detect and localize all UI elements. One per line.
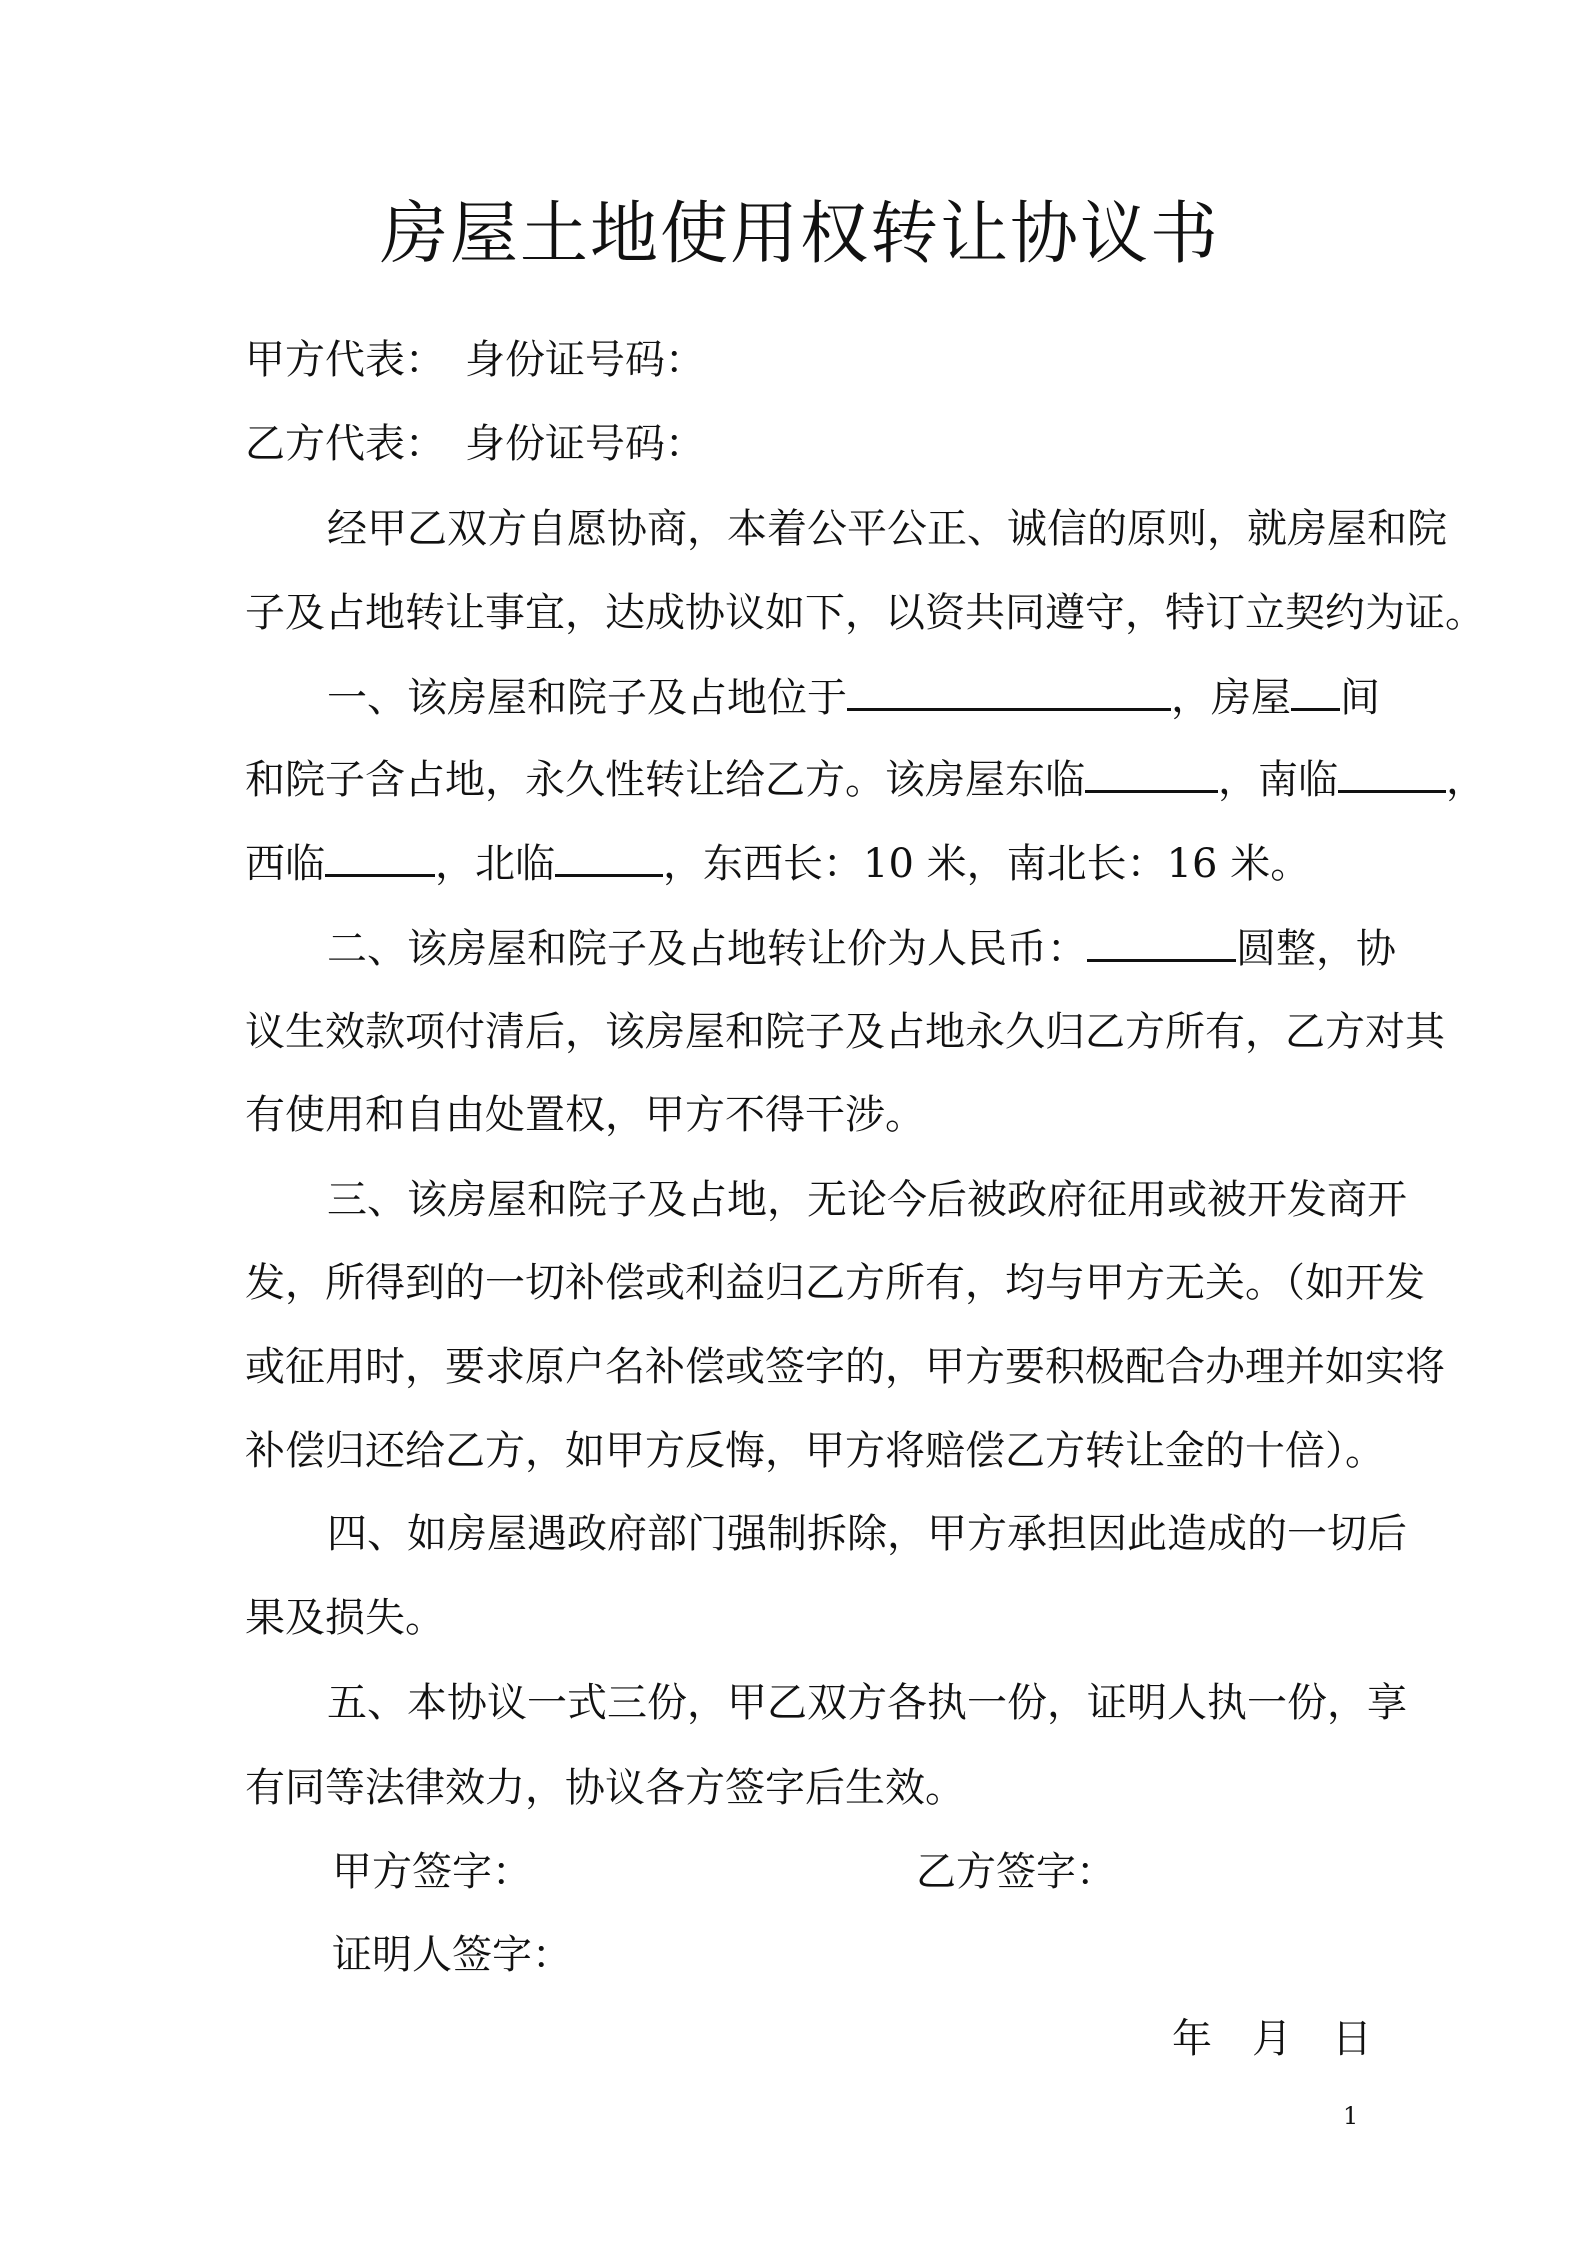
north-blank (555, 840, 663, 877)
south-blank (1338, 756, 1446, 793)
clause4-line: 四、如房屋遇政府部门强制拆除，甲方承担因此造成的一切后 (327, 1511, 1407, 1557)
price-blank (1087, 925, 1236, 962)
party-a-signature: 甲方签字： (332, 1849, 532, 1895)
clause-text: 西临 (245, 841, 325, 887)
witness-signature: 证明人签字： (332, 1932, 572, 1978)
party-a-label: 甲方代表： (245, 337, 445, 383)
party-a-id-label: 身份证号码： (465, 337, 705, 383)
clause-text: 二、该房屋和院子及占地转让价为人民币： (327, 926, 1087, 972)
east-blank (1085, 756, 1218, 793)
clause3-line: 三、该房屋和院子及占地，无论今后被政府征用或被开发商开 (327, 1177, 1407, 1223)
clause-text: 间 (1340, 675, 1380, 721)
clause5-line: 五、本协议一式三份，甲乙双方各执一份，证明人执一份，享 (327, 1680, 1407, 1726)
clause1-line (327, 673, 1380, 723)
clause-text: ，东西长：10 米，南北长：16 米。 (663, 841, 1311, 887)
clause-text: 和院子含占地，永久性转让给乙方。该房屋东临 (245, 757, 1085, 803)
clause5-line: 有同等法律效力，协议各方签字后生效。 (245, 1765, 965, 1811)
clause1-line (245, 755, 1486, 805)
party-b-label: 乙方代表： (245, 421, 445, 467)
document-title: 房屋土地使用权转让协议书 (379, 195, 1220, 274)
clause3-line: 发，所得到的一切补偿或利益归乙方所有，均与甲方无关。（如开发 (245, 1260, 1425, 1306)
clause-text: ， (1446, 757, 1486, 803)
clause-text: ，南临 (1218, 757, 1338, 803)
clause2-line: 议生效款项付清后，该房屋和院子及占地永久归乙方所有，乙方对其 (245, 1009, 1445, 1055)
party-b-signature: 乙方签字： (916, 1849, 1116, 1895)
page-number: 1 (1343, 2102, 1359, 2130)
intro-line: 子及占地转让事宜，达成协议如下，以资共同遵守，特订立契约为证。 (245, 590, 1485, 636)
clause-text: 一、该房屋和院子及占地位于 (327, 675, 847, 721)
clause-text: ，北临 (435, 841, 555, 887)
clause2-line: 有使用和自由处置权，甲方不得干涉。 (245, 1092, 925, 1138)
party-a-line (245, 335, 1355, 385)
clause2-line (327, 924, 1396, 974)
rooms-blank (1291, 674, 1340, 711)
date-line: 年 月 日 (1172, 2016, 1372, 2062)
west-blank (325, 840, 435, 877)
intro-line: 经甲乙双方自愿协商，本着公平公正、诚信的原则，就房屋和院 (327, 506, 1447, 552)
party-b-line (245, 419, 1355, 469)
party-b-id-label: 身份证号码： (465, 421, 705, 467)
clause3-line: 或征用时，要求原户名补偿或签字的，甲方要积极配合办理并如实将 (245, 1344, 1445, 1390)
clause3-line: 补偿归还给乙方，如甲方反悔，甲方将赔偿乙方转让金的十倍）。 (245, 1428, 1385, 1474)
location-blank (847, 674, 1171, 711)
clause-text: ，房屋 (1171, 675, 1291, 721)
clause4-line: 果及损失。 (245, 1595, 445, 1641)
clause1-line (245, 839, 1355, 889)
clause-text: 圆整，协 (1236, 926, 1396, 972)
